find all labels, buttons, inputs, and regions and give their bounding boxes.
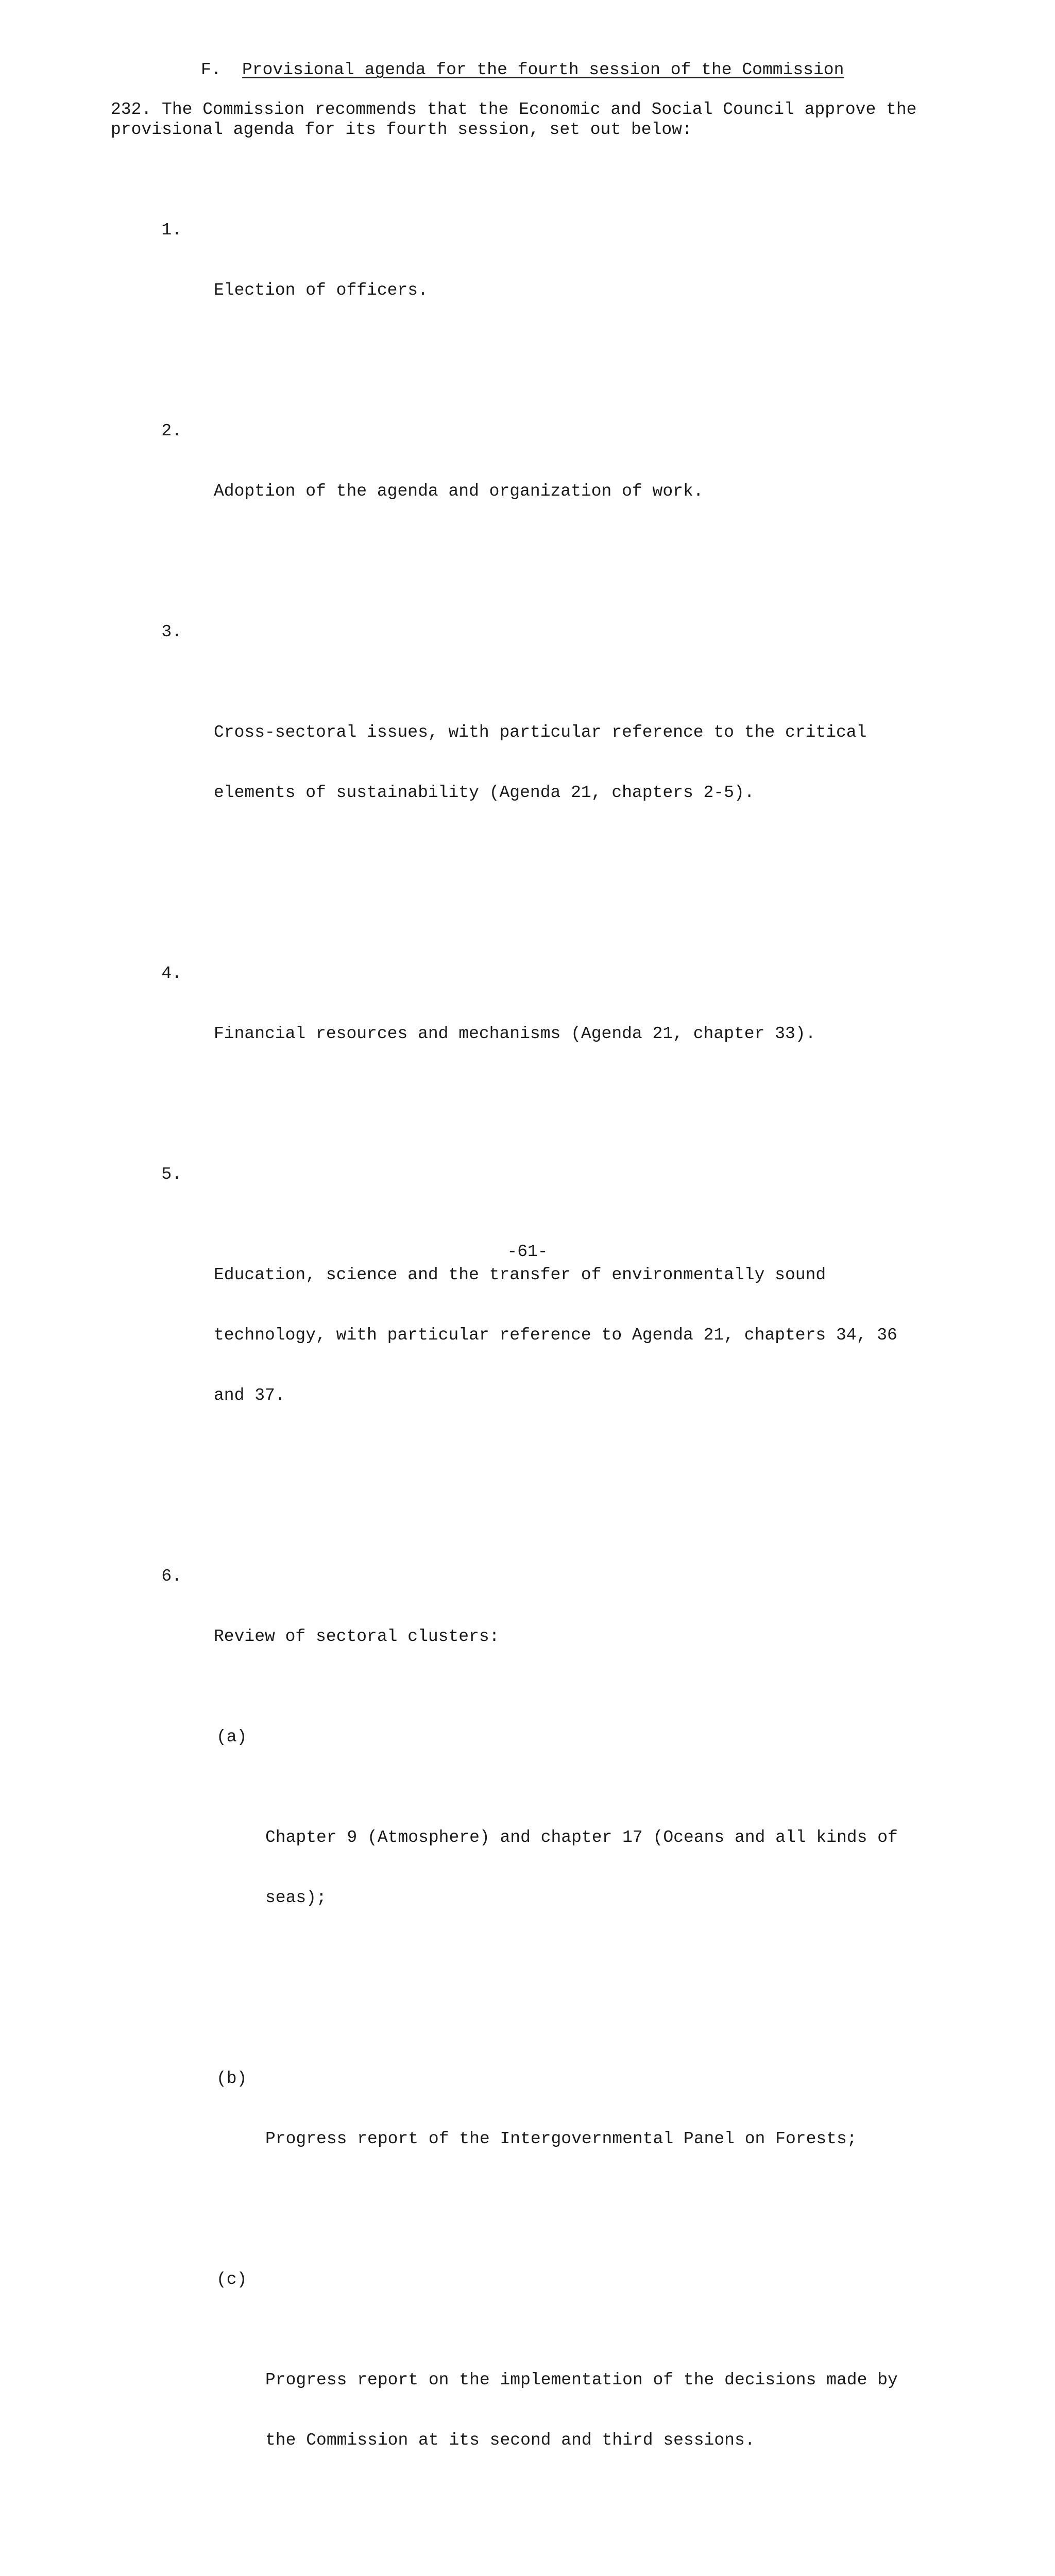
page-number: -61- (507, 1242, 548, 1261)
agenda-item-text: Education, science and the transfer of environmentally sound (214, 1265, 826, 1284)
sub-item-letter: (b) (216, 2069, 247, 2088)
agenda-item-number: 2. (161, 421, 182, 440)
agenda-item-text: Election of officers. (214, 281, 428, 300)
agenda-item-number: 4. (161, 964, 182, 983)
sub-item-text: Progress report on the implementation of the decisions made by (265, 2370, 898, 2389)
agenda-item-text: Review of sectoral clusters: (214, 1627, 500, 1646)
sub-item-text: seas); (265, 1888, 327, 1907)
agenda-item-1 (0, 220, 1055, 341)
paragraph-line: provisional agenda for its fourth session, set out below: (111, 120, 692, 139)
section-letter: F. (201, 60, 222, 79)
sub-item-letter: (a) (216, 1727, 247, 1747)
agenda-item-text: elements of sustainability (Agenda 21, chapters 2-5). (214, 783, 755, 802)
sub-item-letter: (c) (216, 2270, 247, 2289)
agenda-item-text: and 37. (214, 1386, 285, 1405)
agenda-item-5 (0, 1164, 1055, 1486)
sub-item-a (0, 1727, 1055, 1988)
sub-item-c (0, 2269, 1055, 2531)
agenda-item-6 (0, 1566, 1055, 2571)
agenda-item-2 (0, 421, 1055, 541)
agenda-item-text: Cross-sectoral issues, with particular reference to the critical (214, 723, 867, 742)
agenda-list (0, 160, 1055, 2576)
paragraph-line: 232. The Commission recommends that the Economic and Social Council approve the (111, 100, 917, 119)
paragraph-232 (111, 99, 916, 140)
agenda-item-text: technology, with particular reference to Agenda 21, chapters 34, 36 (214, 1326, 897, 1345)
sub-item-text: Progress report of the Intergovernmental Panel on Forests; (265, 2129, 857, 2148)
sub-item-text: Chapter 9 (Atmosphere) and chapter 17 (Oceans and all kinds of (265, 1828, 898, 1847)
agenda-item-number: 6. (161, 1567, 182, 1586)
agenda-item-text: Adoption of the agenda and organization of work. (214, 482, 704, 501)
sub-item-text: the Commission at its second and third sessions. (265, 2431, 755, 2450)
agenda-item-3 (0, 622, 1055, 883)
agenda-item-text: Financial resources and mechanisms (Agenda 21, chapter 33). (214, 1024, 816, 1043)
agenda-item-4 (0, 963, 1055, 1084)
agenda-item-number: 3. (161, 622, 182, 641)
agenda-item-number: 1. (161, 221, 182, 240)
section-heading (201, 60, 844, 80)
section-title: Provisional agenda for the fourth session of the Commission (242, 60, 844, 79)
sub-item-b (0, 2069, 1055, 2189)
agenda-item-number: 5. (161, 1165, 182, 1184)
